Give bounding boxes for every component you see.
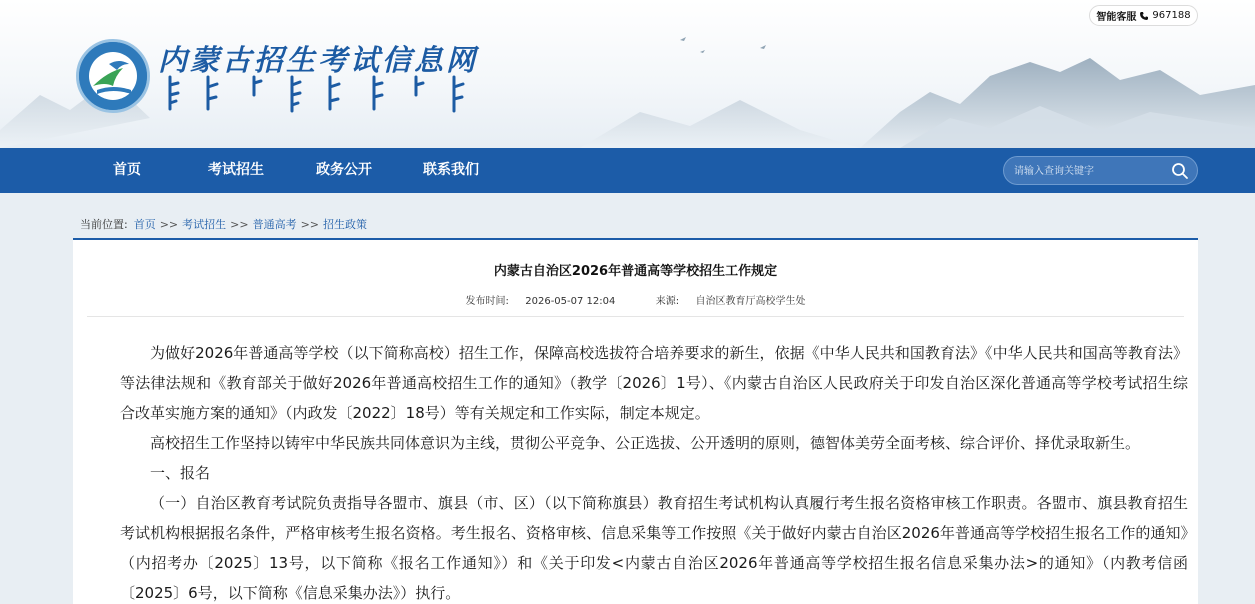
body-paragraph: 高校招生工作坚持以铸牢中华民族共同体意识为主线，贯彻公平竞争、公正选拔、公开透明的原则，德智体美劳全面考核、综合评价、择优录取新生。 (150, 434, 1141, 452)
breadcrumb-item-home[interactable]: 首页 (133, 218, 156, 231)
article-body (120, 338, 1188, 604)
meta-divider (87, 316, 1184, 317)
breadcrumb-item-gaokao[interactable]: 普通高考 (252, 218, 297, 231)
breadcrumb-separator: >> (159, 217, 179, 231)
hotline-number: 967188 (1152, 10, 1191, 21)
publish-time: 2026-05-07 12:04 (525, 296, 616, 307)
section-heading: 一、报名 (150, 464, 211, 482)
site-header (0, 0, 1255, 148)
nav-item-exam-admission[interactable]: 考试招生 (208, 162, 264, 178)
search-input[interactable] (1014, 162, 1164, 180)
nav-item-contact-us[interactable]: 联系我们 (423, 162, 479, 178)
body-paragraph: 为做好2026年普通高等学校（以下简称高校）招生工作，保障高校选拔符合培养要求的新生，依据《中华人民共和国教育法》《中华人民共和国高等教育法》等法律法规和《教育部关于做好2026年普通高校招生工作的通知》（教学〔2026〕1号）、《内蒙古自治区人民政府关于印发自治区深化普通高等学校考试招生综合改革实施方案的通知》（内政发〔2022〕18号）等有关规定和工作实际，制定本规定。 (120, 344, 1188, 422)
nav-item-government-affairs[interactable]: 政务公开 (316, 162, 372, 178)
article-meta (73, 292, 1198, 307)
main-navigation (0, 148, 1255, 193)
body-paragraph: （一）自治区教育考试院负责指导各盟市、旗县（市、区）（以下简称旗县）教育招生考试机构认真履行考生报名资格审核工作职责。各盟市、旗县教育招生考试机构根据报名条件，严格审核考生报名资格。考生报名、资格审核、信息采集等工作按照《关于做好内蒙古自治区2026年普通高等学校招生报名工作的通知》（内招考办〔2025〕13号，以下简称《报名工作通知》）和《关于印发<内蒙古自治区2026年普通高等学校招生报名信息采集办法>的通知》（内教考信函〔2025〕6号，以下简称《信息采集办法》）执行。 (120, 494, 1188, 602)
breadcrumb (80, 216, 367, 232)
phone-icon (1139, 11, 1149, 21)
source-value: 自治区教育厅高校学生处 (695, 296, 806, 307)
source-label: 来源: (655, 296, 680, 307)
breadcrumb-item-policy[interactable]: 招生政策 (323, 218, 368, 231)
mongolian-script-logotype (162, 73, 482, 113)
breadcrumb-separator: >> (300, 217, 320, 231)
magnifier-icon[interactable] (1171, 162, 1189, 180)
service-label: 智能客服 (1096, 12, 1137, 23)
breadcrumb-item-exam-admission[interactable]: 考试招生 (182, 218, 227, 231)
search-box (1003, 156, 1198, 185)
breadcrumb-separator: >> (230, 217, 249, 231)
article-title: 内蒙古自治区2026年普通高等学校招生工作规定 (493, 264, 778, 279)
publish-time-label: 发布时间: (465, 296, 509, 307)
emblem-logo-icon[interactable] (76, 39, 150, 113)
site-title: 内蒙古招生考试信息网 (158, 43, 479, 77)
breadcrumb-prefix: 当前位置: (80, 218, 128, 231)
smart-service-button[interactable] (1089, 5, 1198, 26)
article-container (73, 238, 1198, 604)
nav-item-home[interactable]: 首页 (113, 162, 141, 178)
